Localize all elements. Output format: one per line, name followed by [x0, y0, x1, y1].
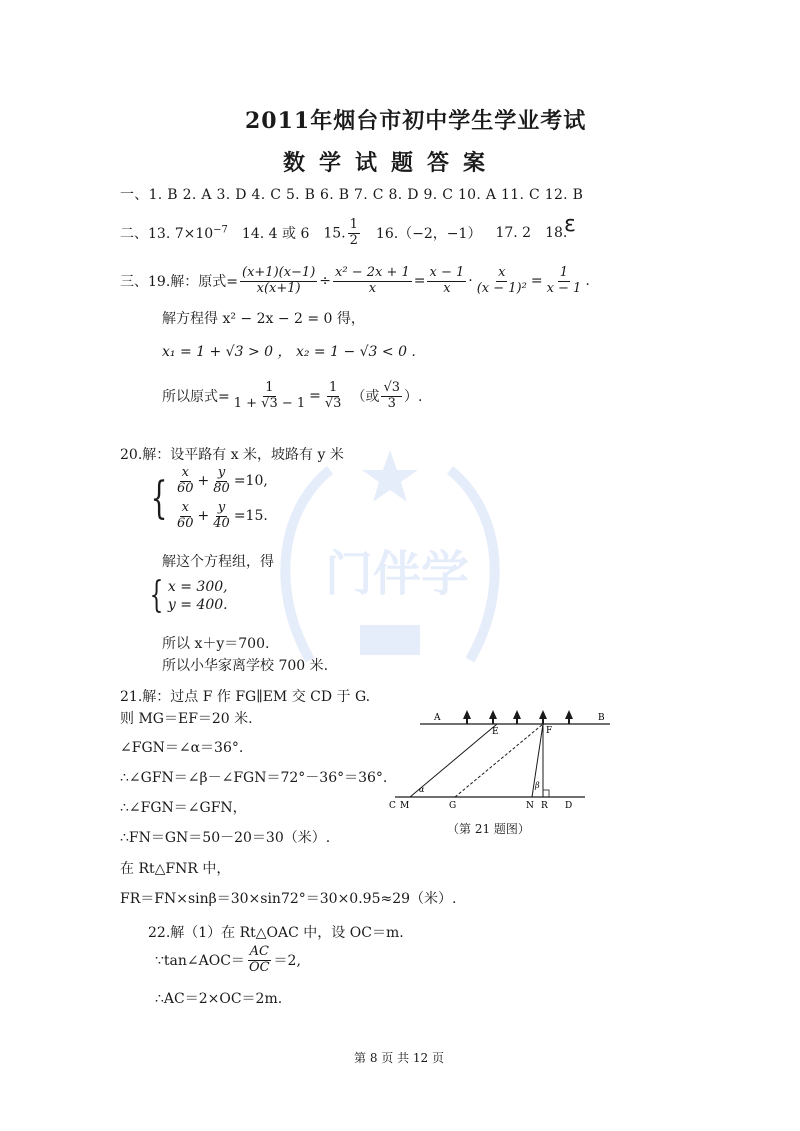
label-D: D — [565, 801, 573, 811]
q21-line8: FR＝FN×sinβ＝30×sin72°＝30×0.95≈29（米）. — [120, 891, 457, 907]
q19-line2: 解方程得 x² − 2x − 2 = 0 得， — [162, 311, 365, 327]
left-brace: { — [150, 472, 168, 524]
label-R: R — [541, 801, 548, 811]
q14-answer: 14. 4 或 6 — [241, 226, 310, 243]
q20-line1: 20.解：设平路有 x 米，坡路有 y 米 — [120, 447, 344, 463]
q22-line2: ∵tan∠AOC＝ $\frac{AC}{OC}$ ＝2, — [155, 944, 301, 975]
label-M: M — [400, 801, 410, 811]
answers-fill-blank — [120, 218, 567, 249]
q20-conclusion: 所以小华家离学校 700 米. — [162, 658, 329, 674]
q21-line6: ∴FN＝GN＝50－20＝30（米）. — [120, 830, 331, 846]
q19-line1: 三、19.解：原式= $\frac{(x+1)(x-1)}{x(x+1)}$ ÷ $\frac{\text{x² − 2x + 1}}{x}$ = $\frac{x - 1}{x}$ · $\frac{x}{\text{(x − 1)²}}$ = $\frac{1}{x - 1}$ . — [120, 265, 590, 296]
label-B: B — [598, 713, 605, 723]
label-C: C — [389, 801, 396, 811]
watermark-text: 门伴学 — [325, 546, 470, 602]
q21-line5: ∴∠FGN＝∠GFN， — [120, 800, 247, 816]
q15-answer: 15. $\frac{1}{2}$ — [323, 217, 358, 248]
label-E: E — [492, 727, 499, 737]
page-footer: 第 8 页 共 12 页 — [354, 1051, 444, 1065]
q20-solve: 解这个方程组，得 — [162, 554, 274, 570]
q21-line3: ∠FGN＝∠α＝36°. — [120, 740, 244, 756]
page-subtitle: 数学试题答案 — [283, 150, 500, 176]
label-A: A — [434, 713, 441, 723]
q21-line2: 则 MG＝EF＝20 米. — [120, 711, 253, 727]
page-title: 2011年烟台市初中学生学业考试 — [245, 108, 587, 134]
label-G: G — [449, 801, 457, 811]
left-brace: { — [149, 575, 164, 616]
q21-figure-caption: （第 21 题图） — [447, 822, 530, 836]
q21-line4: ∴∠GFN＝∠β－∠FGN＝72°－36°＝36°. — [120, 770, 388, 786]
q21-line1: 21.解：过点 F 作 FG∥EM 交 CD 于 G. — [120, 689, 371, 705]
q20-sum: 所以 x＋y＝700. — [162, 636, 270, 652]
q19-line4: 所以原式= $\frac{1}{1 + √3 - 1}$ = $\frac{1}{√3}$ （或 $\frac{√3}{3}$ ）. — [162, 380, 423, 411]
label-alpha: α — [419, 785, 425, 794]
q20-system: { $\frac{x}{60}$ + $\frac{y}{80}$ =10, $\frac{x}{60}$ + $\frac{y}{40}$ =15. — [150, 465, 268, 531]
q19-line3: x₁ = 1 + √3 > 0 ， x₂ = 1 − √3 < 0 . — [162, 344, 416, 360]
answers-multiple-choice: 一、1. B 2. A 3. D 4. C 5. B 6. B 7. C 8. D 9. C 10. A 11. C 12. B — [120, 187, 584, 203]
q22-line1: 22.解（1）在 Rt△OAC 中，设 OC＝m. — [148, 925, 404, 941]
q22-line3: ∴AC＝2×OC＝2m. — [155, 991, 283, 1007]
label-N: N — [526, 801, 534, 811]
q20-solution: { x = 300, y = 400. — [149, 575, 228, 616]
q17-answer: 17. 2 — [495, 225, 532, 242]
q13-answer: 二、13. $7\times 10^{-7}$ — [120, 224, 228, 243]
q16-answer: 16.（−2，−1） — [375, 226, 482, 243]
q21-line7: 在 Rt△FNR 中， — [120, 861, 231, 877]
label-F: F — [546, 726, 553, 736]
q18-answer: 18. — [545, 225, 568, 242]
q18-handwritten-mark: ε — [564, 212, 576, 237]
label-beta: β — [535, 781, 540, 790]
